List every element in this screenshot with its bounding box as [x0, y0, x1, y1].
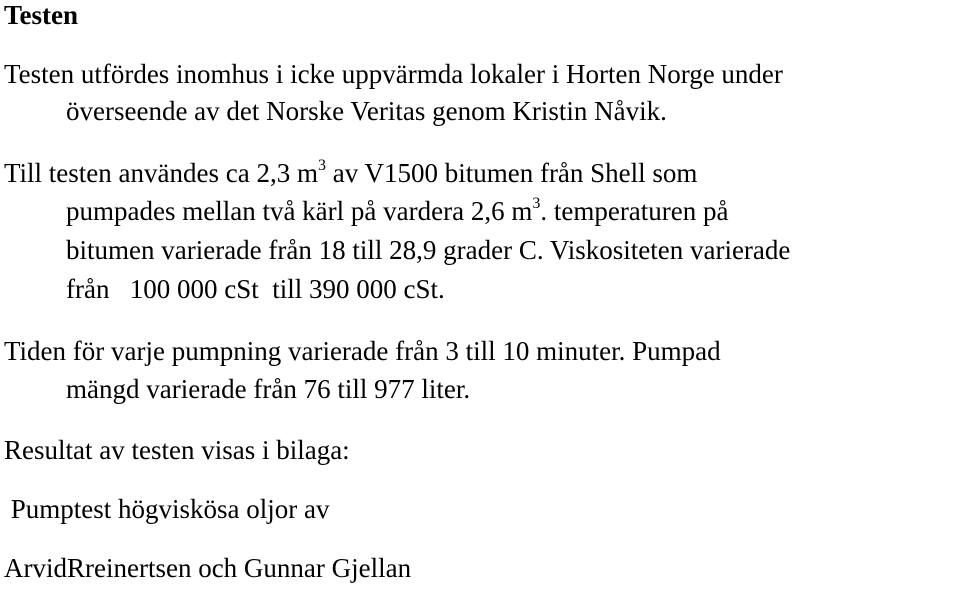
paragraph-2-line-1	[4, 157, 698, 188]
paragraph-4-line-1: Resultat av testen visas i bilaga:	[4, 435, 350, 465]
paragraph-2-line-2-text-b: . temperaturen på	[540, 196, 729, 226]
superscript-cubed: 3	[317, 157, 326, 174]
paragraph-2-line-2	[66, 195, 729, 226]
paragraph-2-line-3: bitumen varierade från 18 till 28,9 grader C. Viskositeten varierade	[66, 235, 791, 265]
section-heading: Testen	[4, 0, 79, 30]
superscript-cubed: 3	[532, 195, 541, 212]
paragraph-2-line-1-text-b: av V1500 bitumen från Shell som	[325, 158, 698, 188]
paragraph-3-line-2: mängd varierade från 76 till 977 liter.	[66, 374, 471, 404]
paragraph-2-line-1-text-a: Till testen användes ca 2,3 m	[4, 158, 318, 188]
paragraph-2-line-2-text-a: pumpades mellan två kärl på vardera 2,6 m	[66, 196, 533, 226]
attachment-title: Pumptest högviskösa oljor av	[4, 494, 330, 524]
paragraph-2-line-4: från 100 000 cSt till 390 000 cSt.	[66, 274, 445, 304]
attachment-authors: ArvidRreinertsen och Gunnar Gjellan	[4, 553, 412, 583]
paragraph-1-line-1: Testen utfördes inomhus i icke uppvärmda lokaler i Horten Norge under	[4, 59, 783, 89]
paragraph-3-line-1: Tiden för varje pumpning varierade från 3 till 10 minuter. Pumpad	[4, 336, 721, 366]
paragraph-1-line-2: överseende av det Norske Veritas genom Kristin Nåvik.	[66, 96, 667, 126]
